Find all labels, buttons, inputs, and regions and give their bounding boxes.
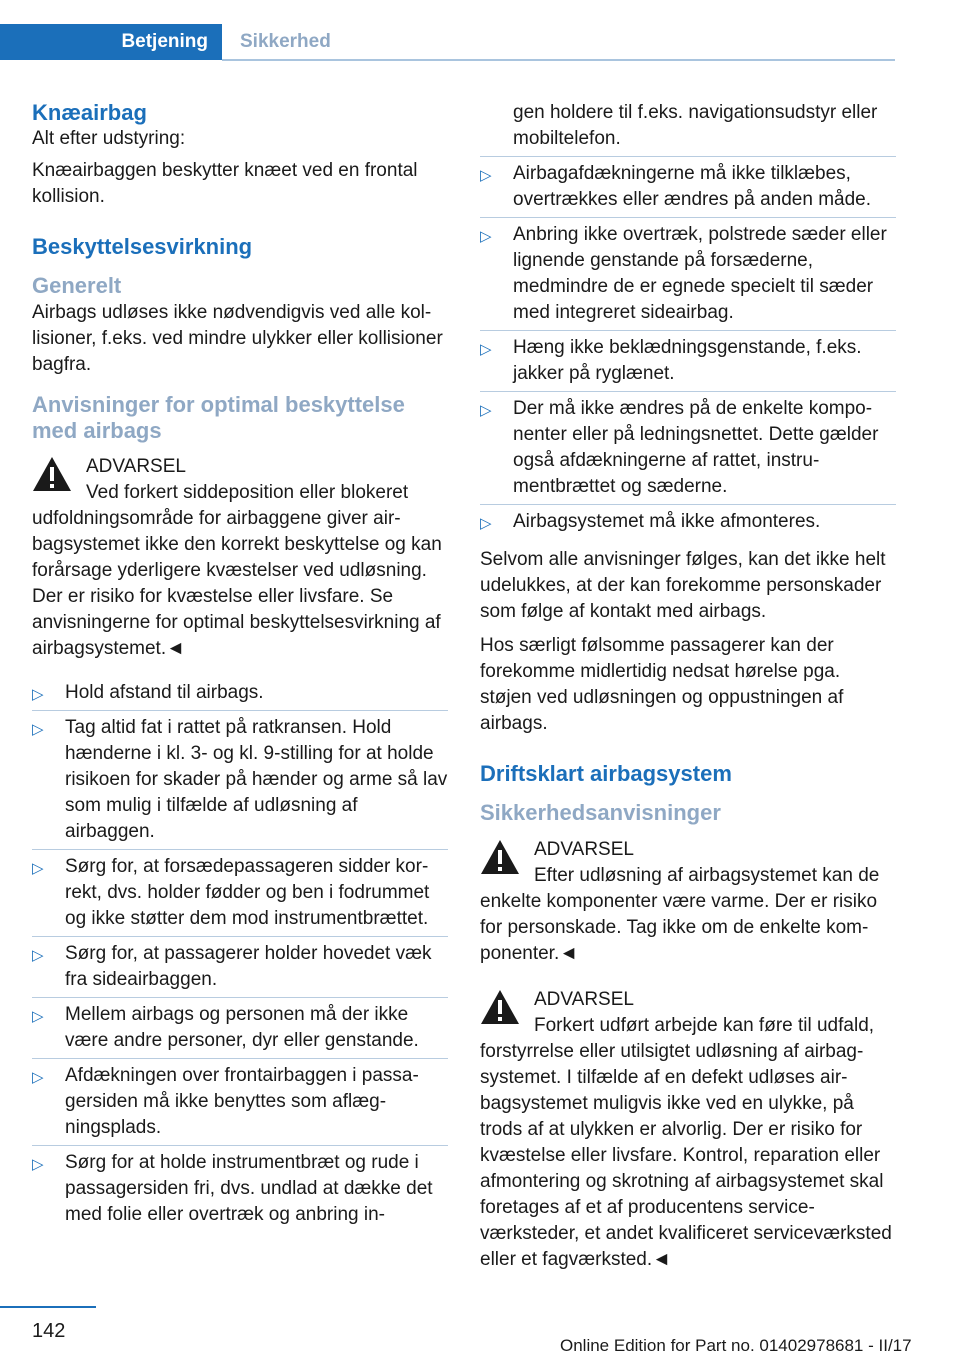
triangle-bullet-icon: ▷: [480, 515, 492, 532]
warning-title: ADVARSEL: [86, 456, 186, 477]
header-rule: [222, 59, 895, 61]
warning-block: [32, 454, 448, 662]
triangle-bullet-icon: ▷: [480, 228, 492, 245]
warning-block-improper-work: [480, 987, 896, 1273]
warning-first-line: Efter udløsning af airbagsystemet kan de: [534, 865, 880, 886]
list-item: ▷ Sørg for, at forsædepassageren sidder korrekt, dvs. holder fødder og ben i fodrummet og ikke støtter dem mod instrumentbrættet.: [32, 850, 448, 937]
list-item: ▷ Hæng ikke beklædningsgenstande, f.eks. jakker på ryglænet.: [480, 331, 896, 392]
warning-triangle-icon: [480, 839, 520, 875]
warning-text: forstyrrelse eller utilsigtet udløsning af airbagsystemet. I tilfælde af en defekt udløses airbagsystemet muligvis ikke ved en ulykke, på trods af at ulykken er alvorlig. Der er risiko for kvæstelse eller livsfare. Kontrol, reparation eller afmontering og skrotning af airbagsystemet skal foretages af et af producentens serviceværksteder, et andet kvalificeret serviceværksted eller et fagværksted.◄: [480, 1041, 892, 1270]
list-item-continuation: gen holdere til f.eks. navigationsudstyr eller mobiltelefon.: [480, 100, 896, 157]
triangle-bullet-icon: ▷: [32, 1008, 44, 1025]
footer-rule: [0, 1306, 96, 1308]
triangle-bullet-icon: ▷: [480, 167, 492, 184]
general-heading: Generelt: [32, 273, 122, 298]
warning-first-line: Forkert udført arbejde kan føre til udfald,: [534, 1015, 875, 1036]
list-item: ▷ Sørg for at holde instrumentbræt og rude i passagersiden fri, dvs. undlad at dække det med folie eller overtræk og anbring in-: [32, 1152, 433, 1225]
ready-system-heading: Driftsklart airbagsystem: [480, 761, 732, 786]
right-column: [480, 100, 896, 1281]
triangle-bullet-icon: ▷: [480, 341, 492, 358]
warning-text: enkelte komponenter være varme. Der er risiko for personskade. Tag ikke om de enkelte komponenter.◄: [480, 891, 878, 964]
airbag-hints-list: [32, 676, 448, 1232]
warning-triangle-icon: [480, 989, 520, 1025]
triangle-bullet-icon: ▷: [32, 947, 44, 964]
triangle-bullet-icon: ▷: [480, 402, 492, 419]
knee-equipment-note: Alt efter udstyring:: [32, 128, 186, 149]
airbag-hints-list-continued: [480, 100, 896, 539]
left-column: [32, 100, 448, 1240]
list-item: ▷ Sørg for, at passagerer holder hovedet væk fra sideairbaggen.: [32, 937, 448, 998]
warning-title: ADVARSEL: [534, 839, 634, 860]
warning-triangle-icon: [32, 456, 72, 492]
tab-sikkerhed[interactable]: Sikkerhed: [240, 31, 331, 52]
knee-airbag-heading: Knæairbag: [32, 100, 147, 125]
knee-paragraph: Knæairbaggen beskytter knæet ved en frontal kollision.: [32, 160, 418, 207]
list-item: ▷ Airbagsystemet må ikke afmonteres.: [480, 505, 896, 539]
list-item: ▷ Der må ikke ændres på de enkelte komponenter eller på ledningsnettet. Dette gælder også afdækningerne af rattet, instrumentbrættet og sæderne.: [480, 392, 896, 505]
triangle-bullet-icon: ▷: [32, 686, 44, 703]
triangle-bullet-icon: ▷: [32, 721, 44, 738]
warning-text: udfoldningsområde for airbaggene giver airbagsystemet ikke den korrekt beskyttelse og kan forårsage yderligere kvæstelser ved udløsning. Der er risiko for kvæstelse eller livsfare. Se anvisningerne for optimal beskyttelsesvirkning af airbagsystemet.◄: [32, 508, 442, 659]
warning-title: ADVARSEL: [534, 989, 634, 1010]
list-item: ▷ Mellem airbags og personen må der ikke være andre personer, dyr eller genstande.: [32, 998, 448, 1059]
list-item: ▷ Anbring ikke overtræk, polstrede sæder eller lignende genstande på forsæderne, medmindre de er egnede specielt til sæder med integreret sideairbag.: [480, 218, 896, 331]
tab-betjening[interactable]: Betjening: [0, 24, 222, 60]
list-item: ▷ Hold afstand til airbags.: [32, 676, 448, 711]
list-item: ▷ Afdækningen over frontairbaggen i passagersiden må ikke benyttes som aflægningsplads.: [32, 1059, 448, 1146]
paragraph-persons: Selvom alle anvisninger følges, kan det ikke helt udelukkes, at der kan forekomme personskader som følge af kontakt med airbags.: [480, 549, 886, 622]
triangle-bullet-icon: ▷: [32, 1069, 44, 1086]
paragraph-hearing: Hos særligt følsomme passagerer kan der forekomme midlertidig nedsat hørelse pga. støjen ved udløsningen og oppustningen af airbags.: [480, 635, 844, 734]
header-bar: [0, 24, 895, 62]
edition-note: Online Edition for Part no. 01402978681 - II/17: [560, 1336, 912, 1355]
hints-heading: Anvisninger for optimal beskyttelse med airbags: [32, 392, 405, 443]
general-paragraph: Airbags udløses ikke nødvendigvis ved alle kollisioner, f.eks. ved mindre ulykker eller kollisioner bagfra.: [32, 302, 443, 375]
triangle-bullet-icon: ▷: [32, 1156, 44, 1173]
list-item: ▷ Tag altid fat i rattet på ratkransen. Hold hænderne i kl. 3- og kl. 9-stilling for at holde risikoen for skader på hænder og arme så lav som mulig i tilfælde af udløsning af airbaggen.: [32, 711, 448, 850]
warning-first-line: Ved forkert siddeposition eller blokeret: [86, 482, 409, 503]
triangle-bullet-icon: ▷: [32, 860, 44, 877]
protection-heading: Beskyttelsesvirkning: [32, 234, 253, 259]
safety-heading: Sikkerhedsanvisninger: [480, 800, 721, 825]
page-number: 142: [32, 1320, 66, 1342]
list-item: ▷ Airbagafdækningerne må ikke tilklæbes, overtrækkes eller ændres på anden måde.: [480, 157, 896, 218]
warning-block-hot-parts: [480, 837, 896, 967]
